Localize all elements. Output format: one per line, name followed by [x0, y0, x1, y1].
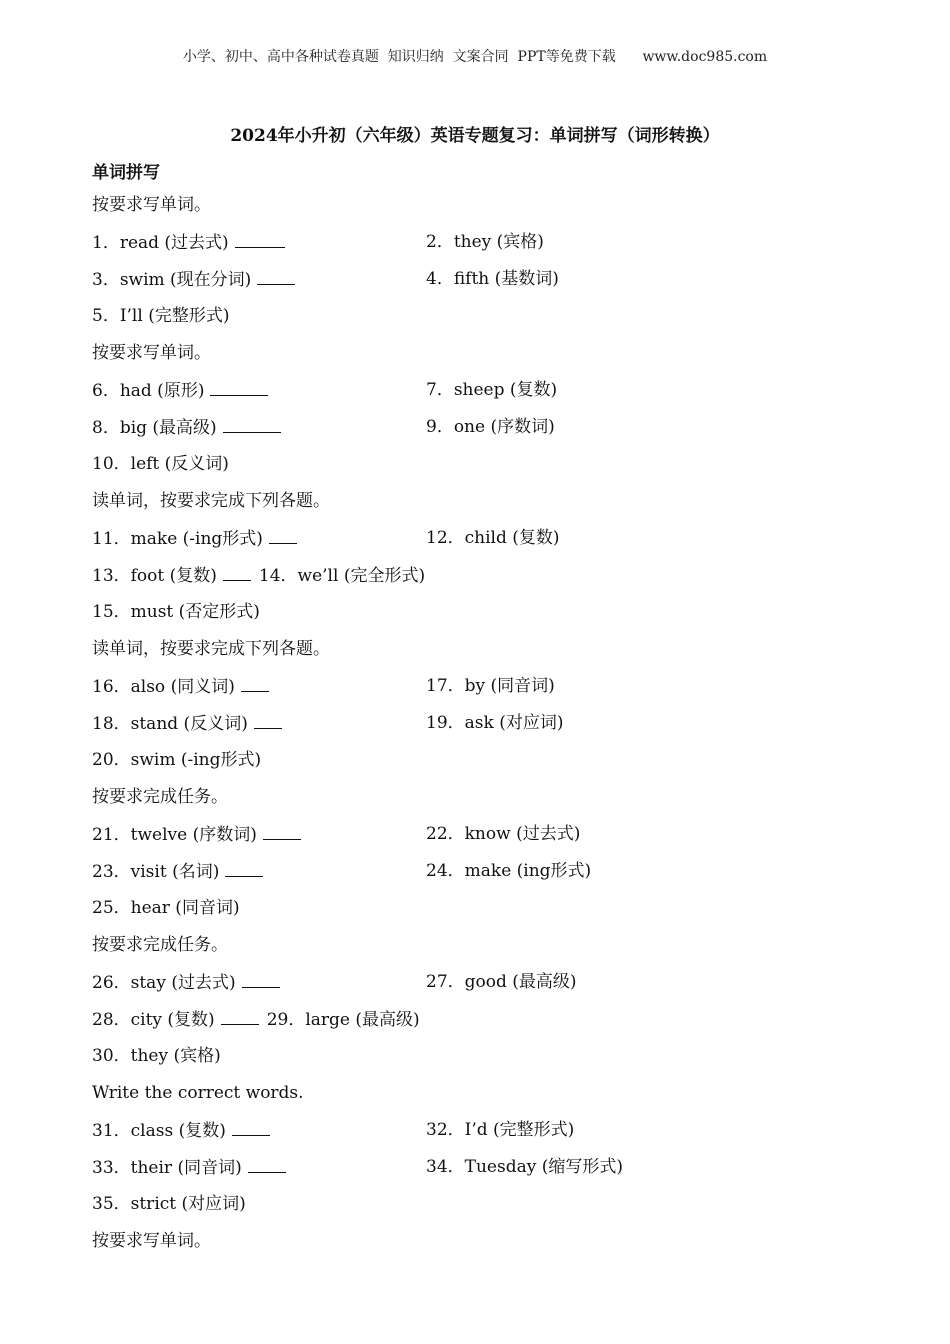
question-text: 11．make (-ing形式) [92, 529, 263, 549]
question-text: 14．we’ll (完全形式) [258, 566, 426, 586]
page-header: 小学、初中、高中各种试卷真题 知识归纳 文案合同 PPT等免费下载 www.doc985.com [182, 49, 768, 65]
question-row [92, 1043, 892, 1080]
question-text: 2．they (宾格) [426, 232, 544, 252]
question-row [92, 377, 892, 414]
answer-blank[interactable] [232, 1117, 270, 1136]
answer-blank[interactable] [235, 229, 285, 248]
instruction [92, 1228, 892, 1265]
question-text: 21．twelve (序数词) [92, 825, 257, 845]
answer-blank[interactable] [221, 1006, 259, 1025]
instruction-text: 按要求完成任务。 [92, 935, 228, 955]
question-text: 8．big (最高级) [92, 418, 217, 438]
question-text: 3．swim (现在分词) [92, 270, 252, 290]
question-row [92, 303, 892, 340]
answer-blank[interactable] [223, 414, 281, 433]
question-row [92, 821, 892, 858]
answer-blank[interactable] [210, 377, 268, 396]
instruction [92, 340, 892, 377]
question-row [92, 451, 892, 488]
instruction-text: 按要求写单词。 [92, 195, 211, 215]
question-text: 13．foot (复数) [92, 566, 217, 586]
question-row [92, 599, 892, 636]
question-row [92, 1154, 892, 1191]
page-title: 2024年小升初（六年级）英语专题复习：单词拼写（词形转换） [230, 126, 720, 146]
answer-blank[interactable] [223, 562, 251, 581]
question-row [92, 895, 892, 932]
question-text: 10．left (反义词) [92, 454, 229, 474]
question-text: 26．stay (过去式) [92, 973, 236, 993]
instruction-text: 按要求完成任务。 [92, 787, 228, 807]
question-text: 34．Tuesday (缩写形式) [426, 1157, 623, 1177]
instruction [92, 636, 892, 673]
question-text: 15．must (否定形式) [92, 602, 260, 622]
instruction-text: 按要求写单词。 [92, 343, 211, 363]
question-text: 22．know (过去式) [426, 824, 581, 844]
question-text: 30．they (宾格) [92, 1046, 221, 1066]
instruction-text: 读单词，按要求完成下列各题。 [92, 491, 330, 511]
question-row [92, 1006, 892, 1043]
question-text: 5．I’ll (完整形式) [92, 306, 230, 326]
instruction-text: 读单词，按要求完成下列各题。 [92, 639, 330, 659]
question-text: 18．stand (反义词) [92, 714, 248, 734]
question-row [92, 710, 892, 747]
question-text: 17．by (同音词) [426, 676, 555, 696]
question-text: 9．one (序数词) [426, 417, 555, 437]
answer-blank[interactable] [248, 1154, 286, 1173]
question-text: 20．swim (-ing形式) [92, 750, 262, 770]
answer-blank[interactable] [254, 710, 282, 729]
question-row [92, 562, 892, 599]
question-row [92, 1191, 892, 1228]
question-text: 28．city (复数) [92, 1010, 215, 1030]
instruction-text: Write the correct words. [92, 1083, 304, 1103]
question-text: 31．class (复数) [92, 1121, 226, 1141]
question-text: 4．fifth (基数词) [426, 269, 559, 289]
question-row [92, 858, 892, 895]
question-row [92, 1117, 892, 1154]
question-text: 29．large (最高级) [266, 1010, 420, 1030]
question-row [92, 969, 892, 1006]
question-row [92, 414, 892, 451]
question-text: 12．child (复数) [426, 528, 560, 548]
section-title: 单词拼写 [92, 163, 160, 183]
question-text: 19．ask (对应词) [426, 713, 564, 733]
instruction [92, 1080, 892, 1117]
question-text: 25．hear (同音词) [92, 898, 240, 918]
instruction [92, 488, 892, 525]
answer-blank[interactable] [269, 525, 297, 544]
answer-blank[interactable] [263, 821, 301, 840]
question-text: 16．also (同义词) [92, 677, 235, 697]
question-text: 35．strict (对应词) [92, 1194, 246, 1214]
instruction-text: 按要求写单词。 [92, 1231, 211, 1251]
instruction [92, 192, 892, 229]
question-text: 27．good (最高级) [426, 972, 577, 992]
question-row [92, 266, 892, 303]
question-text: 24．make (ing形式) [426, 861, 592, 881]
answer-blank[interactable] [257, 266, 295, 285]
question-row [92, 229, 892, 266]
question-text: 23．visit (名词) [92, 862, 220, 882]
question-text: 6．had (原形) [92, 381, 205, 401]
question-row [92, 525, 892, 562]
question-row [92, 747, 892, 784]
question-row [92, 673, 892, 710]
question-text: 32．I’d (完整形式) [426, 1120, 575, 1140]
question-text: 33．their (同音词) [92, 1158, 242, 1178]
question-text: 1．read (过去式) [92, 233, 229, 253]
question-text: 7．sheep (复数) [426, 380, 558, 400]
instruction [92, 932, 892, 969]
answer-blank[interactable] [241, 673, 269, 692]
exercise-list [92, 192, 892, 1265]
answer-blank[interactable] [225, 858, 263, 877]
answer-blank[interactable] [242, 969, 280, 988]
instruction [92, 784, 892, 821]
